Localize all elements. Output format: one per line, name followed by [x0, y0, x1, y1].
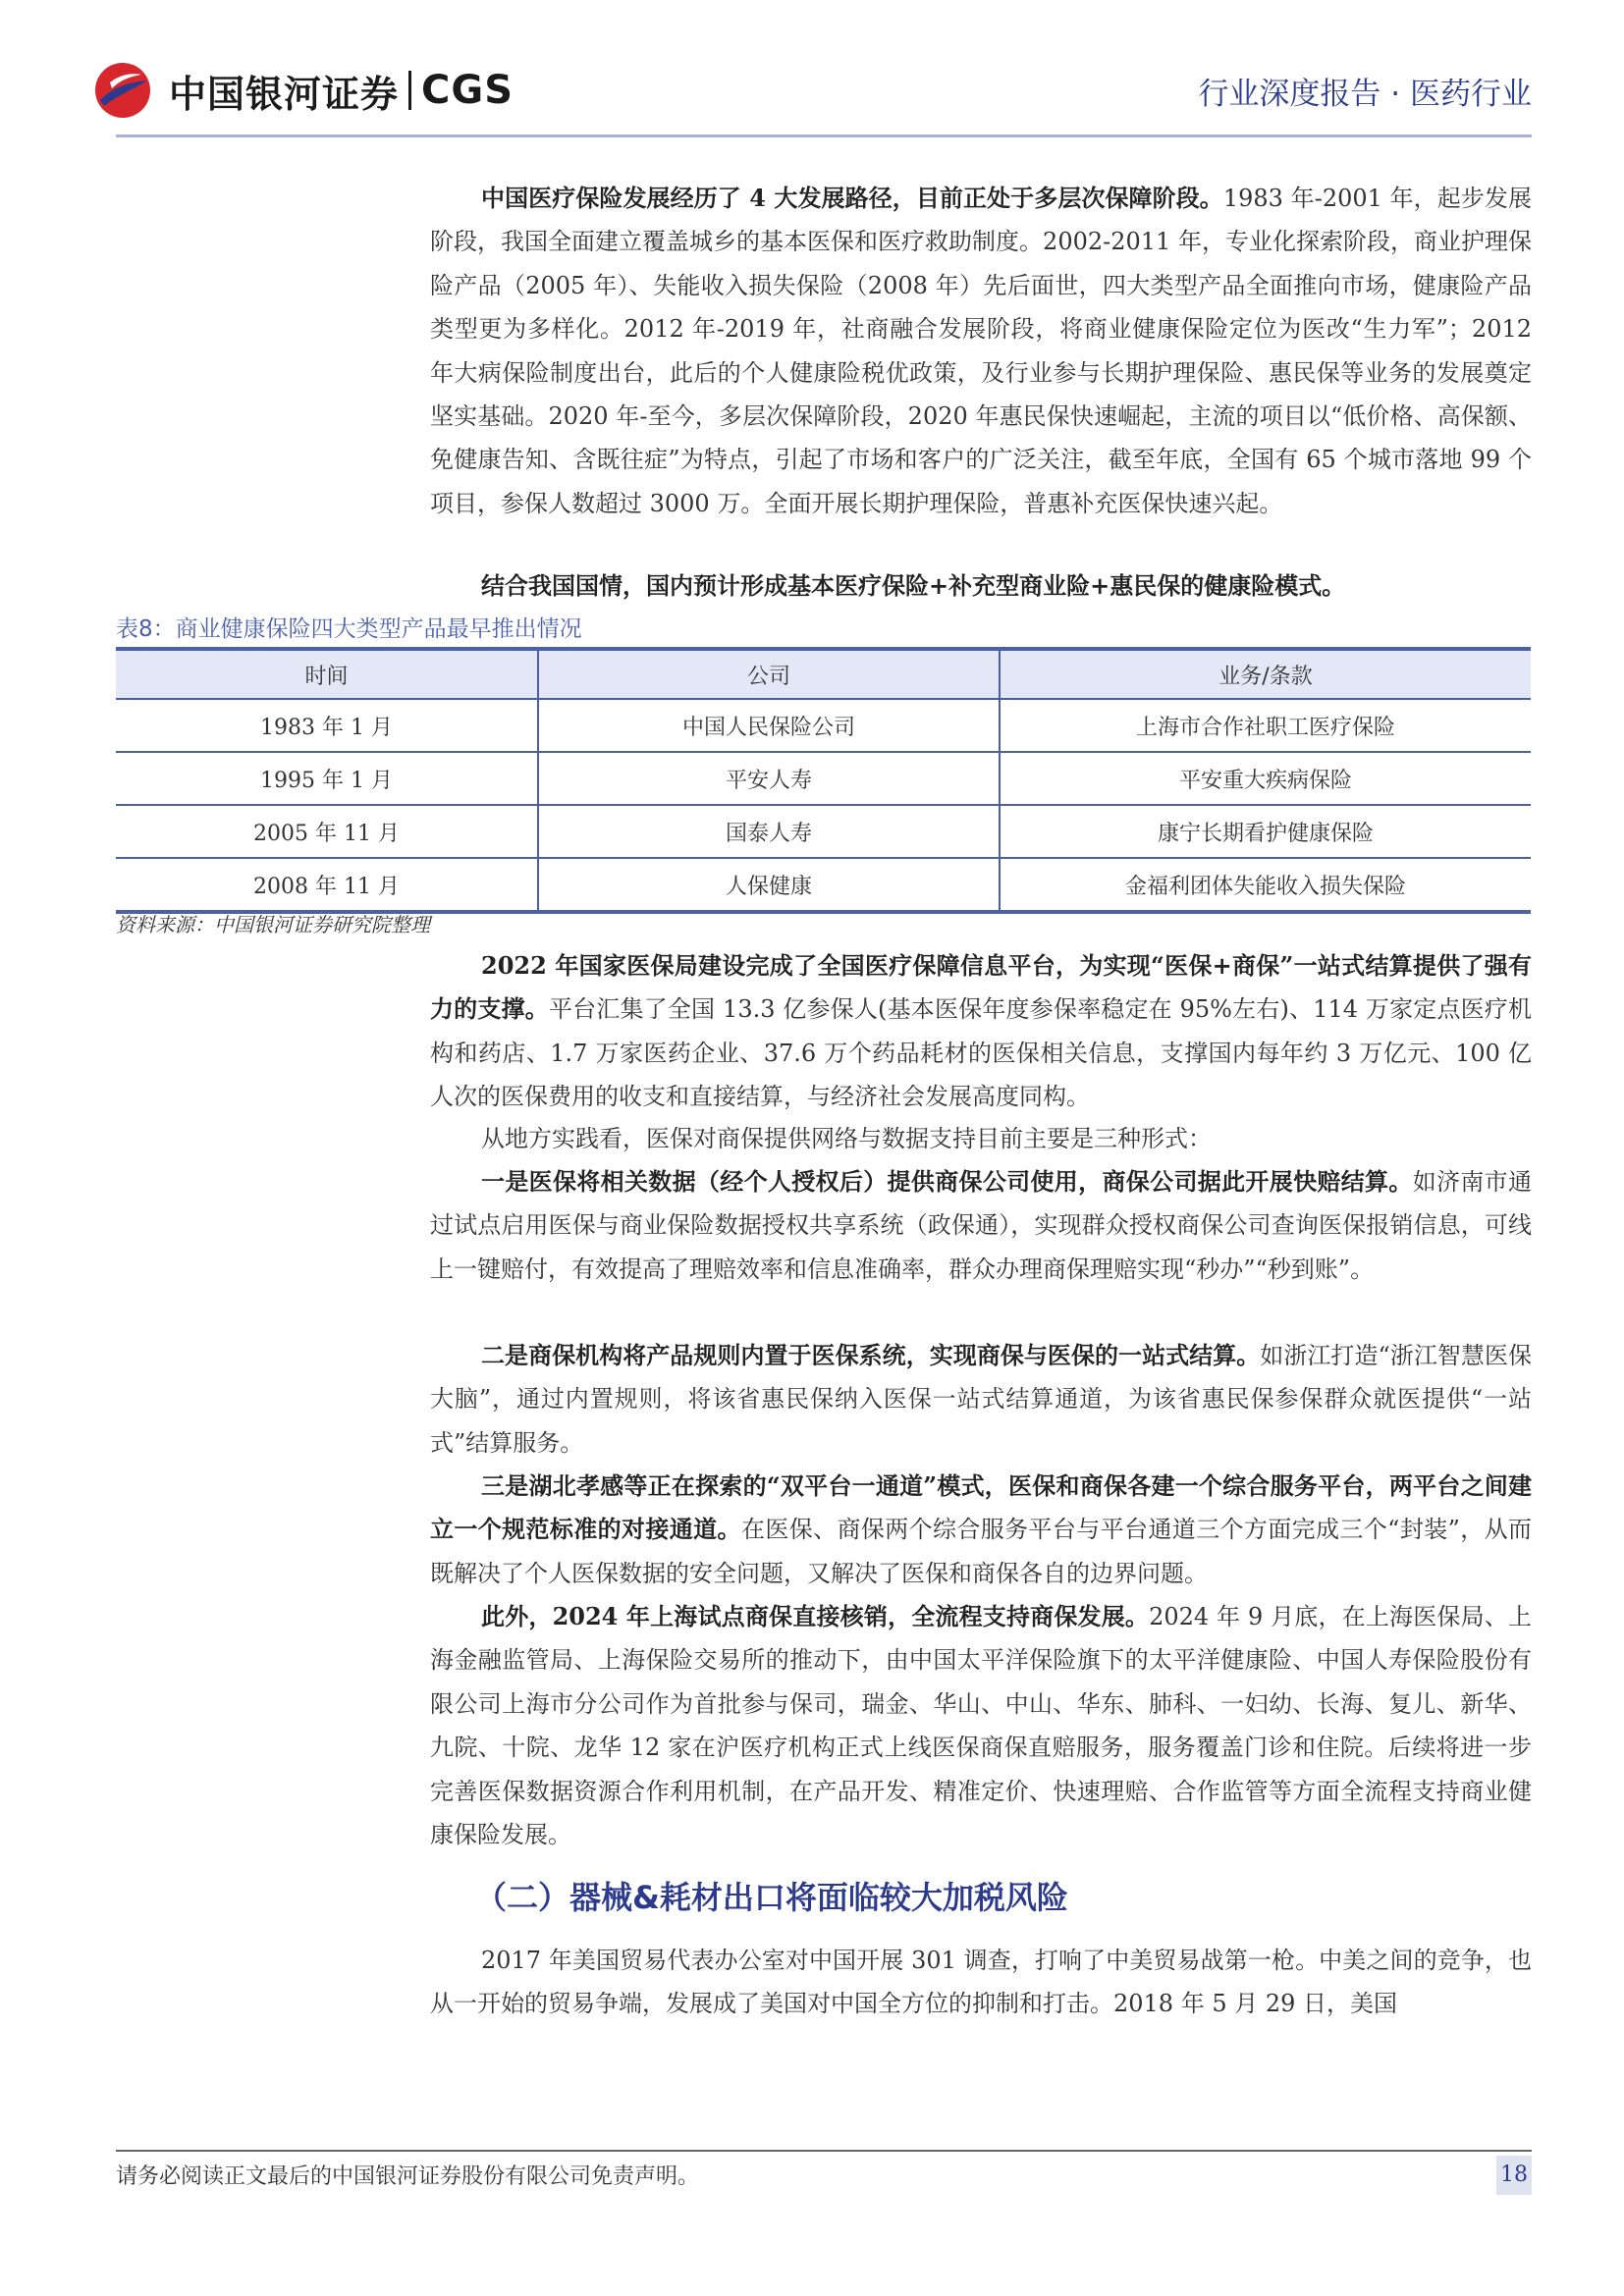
header-company: 公司: [538, 649, 1000, 699]
paragraph-trade-war: [430, 1939, 1532, 2026]
cell-business: 康宁长期看护健康保险: [1000, 805, 1531, 858]
cell-company: 人保健康: [538, 858, 1000, 912]
paragraph-development-history: [430, 177, 1532, 525]
paragraph-body: 1983 年-2001 年，起步发展阶段，我国全面建立覆盖城乡的基本医保和医疗救助制度。2002-2011 年，专业化探索阶段，商业护理保险产品（2005 年）、失能收入损失保险（2008 年）先后面世，四大类型产品全面推向市场，健康险产品类型更为多样化。2012 年-2019 年，社商融合发展阶段，将商业健康保险定位为医改“生力军”；2012 年大病保险制度出台，此后的个人健康险税优政策，及行业参与长期护理保险、惠民保等业务的发展奠定坚实基础。2020 年-至今，多层次保障阶段，2020 年惠民保快速崛起，主流的项目以“低价格、高保额、免健康告知、含既往症”为特点，引起了市场和客户的广泛关注，截至年底，全国有 65 个城市落地 99 个项目，参保人数超过 3000 万。全面开展长期护理保险，普惠补充医保快速兴起。: [430, 185, 1532, 517]
paragraph-local-practice: [430, 1117, 1532, 1160]
header-business: 业务/条款: [1000, 649, 1531, 699]
cell-business: 平安重大疾病保险: [1000, 752, 1531, 805]
company-logo: [90, 61, 514, 120]
report-type-label: 行业深度报告 · 医药行业: [1198, 77, 1532, 112]
table-title: 表8：商业健康保险四大类型产品最早推出情况: [116, 616, 582, 642]
health-insurance-products-table: [116, 647, 1531, 914]
paragraph-body: 如浙江打造“浙江智慧医保大脑”，通过内置规则，将该省惠民保纳入医保一站式结算通道，为该省惠民保参保群众就医提供“一站式”结算服务。: [430, 1342, 1532, 1457]
paragraph-lead: 二是商保机构将产品规则内置于医保系统，实现商保与医保的一站式结算。: [481, 1341, 1261, 1369]
page-number: 18: [1496, 2156, 1532, 2195]
section-heading: （二）器械&耗材出口将面临较大加税风险: [475, 1879, 1068, 1916]
paragraph-lead: 一是医保将相关数据（经个人授权后）提供商保公司使用，商保公司据此开展快赔结算。: [481, 1167, 1413, 1196]
cell-business: 金福利团体失能收入损失保险: [1000, 858, 1531, 912]
cgs-logo-icon: [90, 61, 155, 120]
paragraph-model-summary: [430, 564, 1532, 608]
header-divider: [116, 134, 1532, 137]
cell-time: 1995 年 1 月: [116, 752, 538, 805]
paragraph-form-one: [430, 1160, 1532, 1291]
paragraph-info-platform: [430, 944, 1532, 1119]
paragraph-shanghai-pilot: [430, 1595, 1532, 1856]
cell-company: 中国人民保险公司: [538, 699, 1000, 752]
cell-time: 2008 年 11 月: [116, 858, 538, 912]
paragraph-body: 平台汇集了全国 13.3 亿参保人(基本医保年度参保率稳定在 95%左右)、114 万家定点医疗机构和药店、1.7 万家医药企业、37.6 万个药品耗材的医保相关信息，支撑国内每年约 3 万亿元、100 亿人次的医保费用的收支和直接结算，与经济社会发展高度同构。: [430, 995, 1532, 1111]
table-source: 资料来源：中国银河证券研究院整理: [116, 913, 430, 936]
paragraph-form-three: [430, 1465, 1532, 1595]
table-row: [116, 805, 1531, 858]
paragraph-lead: 结合我国国情，国内预计形成基本医疗保险+补充型商业险+惠民保的健康险模式。: [481, 571, 1346, 600]
cell-company: 国泰人寿: [538, 805, 1000, 858]
paragraph-lead: 三是湖北孝感等正在探索的“双平台一通道”模式，医保和商保各建一个综合服务平台，两平台之间建立一个规范标准的对接通道。: [430, 1471, 1532, 1544]
cell-time: 2005 年 11 月: [116, 805, 538, 858]
table-row: [116, 752, 1531, 805]
footer-disclaimer: 请务必阅读正文最后的中国银河证券股份有限公司免责声明。: [116, 2164, 700, 2189]
paragraph-form-two: [430, 1334, 1532, 1465]
header-time: 时间: [116, 649, 538, 699]
cell-time: 1983 年 1 月: [116, 699, 538, 752]
cell-business: 上海市合作社职工医疗保险: [1000, 699, 1531, 752]
paragraph-body: 如济南市通过试点启用医保与商业保险数据授权共享系统（政保通），实现群众授权商保公司查询医保报销信息，可线上一键赔付，有效提高了理赔效率和信息准确率，群众办理商保理赔实现“秒办”“秒到账”。: [430, 1168, 1533, 1283]
paragraph-body: 2017 年美国贸易代表办公室对中国开展 301 调查，打响了中美贸易战第一枪。中美之间的竞争，也从一开始的贸易争端，发展成了美国对中国全方位的抑制和打击。2018 年 5 月 29 日，美国: [430, 1947, 1532, 2018]
logo-english-name: CGS: [421, 68, 514, 113]
table-header-row: [116, 649, 1531, 699]
paragraph-body: 2024 年 9 月底，在上海医保局、上海金融监管局、上海保险交易所的推动下，由中国太平洋保险旗下的太平洋健康险、中国人寿保险股份有限公司上海市分公司作为首批参与保司，瑞金、华山、中山、华东、肺科、一妇幼、长海、复儿、新华、九院、十院、龙华 12 家在沪医疗机构正式上线医保商保直赔服务，服务覆盖门诊和住院。后续将进一步完善医保数据资源合作利用机制，在产品开发、精准定价、快速理赔、合作监管等方面全流程支持商业健康保险发展。: [430, 1603, 1533, 1849]
paragraph-lead: 此外，2024 年上海试点商保直接核销，全流程支持商保发展。: [481, 1602, 1150, 1630]
paragraph-lead: 中国医疗保险发展经历了 4 大发展路径，目前正处于多层次保障阶段。: [481, 184, 1223, 212]
footer-divider: [116, 2150, 1532, 2152]
cell-company: 平安人寿: [538, 752, 1000, 805]
paragraph-body: 从地方实践看，医保对商保提供网络与数据支持目前主要是三种形式：: [481, 1125, 1212, 1152]
logo-divider: [408, 71, 411, 110]
table-row: [116, 699, 1531, 752]
table-row: [116, 858, 1531, 912]
paragraph-lead: 2022 年国家医保局建设完成了全国医疗保障信息平台，为实现“医保+商保”一站式结算提供了强有力的支撑。: [430, 951, 1532, 1024]
paragraph-body: 在医保、商保两个综合服务平台与平台通道三个方面完成三个“封装”，从而既解决了个人医保数据的安全问题，又解决了医保和商保各自的边界问题。: [430, 1516, 1532, 1587]
logo-chinese-name: 中国银河证券: [169, 72, 400, 116]
